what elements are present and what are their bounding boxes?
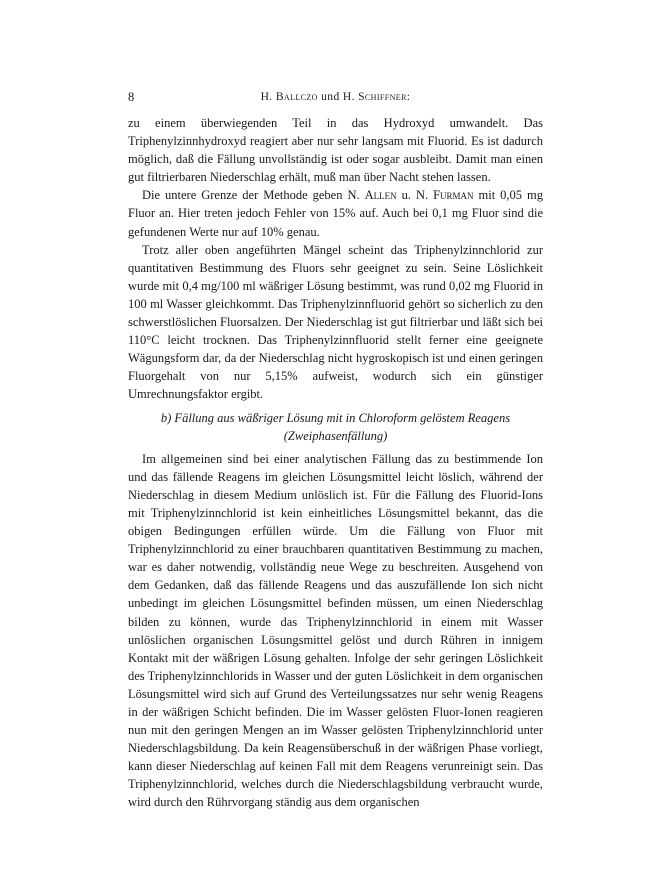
- paragraph-4: Im allgemeinen sind bei einer analytischen Fällung das zu bestimmende Ion und das fällende Reagens im gleichen Lösungsmittel leicht löslich, während der Niederschlag in diesem Medium unlöslich ist. Für die Fällung des Fluorid-Ions mit Triphenylzinnchlorid ist kein einheitliches Lösungsmittel bekannt, das die obigen Bedingungen erfüllen würde. Um die Fällung von Fluor mit Triphenylzinnchlorid zu einer brauchbaren quantitativen Bestimmung zu machen, war es daher notwendig, vollständig neue Wege zu beschreiten. Ausgehend von dem Gedanken, daß das fällende Reagens und das auszufällende Ion sich nicht unbedingt im gleichen Lösungsmittel befinden müssen, um einen Niederschlag bilden zu können, wurde das Triphenylzinnchlorid in einem mit Wasser unlöslichen organischen Lösungsmittel gelöst und durch Rühren in innigem Kontakt mit der wäßrigen Lösung gehalten. Infolge der sehr geringen Löslichkeit des Triphenylzinnchlorids in Wasser und der guten Löslichkeit in dem organischen Lösungsmittel wird sich auf Grund des Verteilungssatzes nur sehr wenig Reagens in der wäßrigen Schicht befinden. Die im Wasser gelösten Fluor-Ionen reagieren nun mit den geringen Mengen an im Wasser gelösten Triphenylzinnchlorid unter Niederschlagsbildung. Da kein Reagensüberschuß in der wäßrigen Phase vorliegt, kann dieser Niederschlag auf keinen Fall mit dem Reagens verunreinigt sein. Das Triphenylzinnchlorid, welches durch die Niederschlagsbildung verbraucht wurde, wird durch den Rührvorgang ständig aus dem organischen: [128, 451, 543, 810]
- author-1: H. Ballczo: [260, 91, 318, 103]
- section-heading-line-2: (Zweiphasenfällung): [283, 428, 388, 443]
- paragraph-2-text-b: u. N.: [396, 188, 434, 203]
- paragraph-2-text-c: mit 0,05 mg Fluor an. Hier treten jedoch Fehler von 15% auf. Auch bei 0,1 mg Fluor sind die gefundenen Werte nur auf 10% genau.: [128, 188, 543, 239]
- paragraph-2: [128, 186, 543, 240]
- page-header: [128, 88, 543, 106]
- page-number: 8: [128, 90, 135, 104]
- author-connector: und: [321, 91, 340, 103]
- document-page: [128, 88, 543, 812]
- author-name-allen: Allen: [364, 188, 397, 203]
- paragraph-3: Trotz aller oben angeführten Mängel scheint das Triphenylzinnchlorid zur quantitativen Bestimmung des Fluors sehr geeignet zu sein. Seine Löslichkeit wurde mit 0,4 mg/100 ml wäßriger Lösung bestimmt, was rund 0,02 mg Fluorid in 100 ml Wasser gleichkommt. Das Triphenylzinnfluorid gehört so sicherlich zu den schwerstlöslichen Fluorsalzen. Der Niederschlag ist gut filtrierbar und läßt sich bei 110°C leicht trocknen. Das Triphenylzinnfluorid stellt ferner eine geeignete Wägungsform dar, da der Niederschlag nicht hygroskopisch ist und einen geringen Fluorgehalt von nur 5,15% aufweist, wodurch sich ein günstiger Umrechnungsfaktor ergibt.: [128, 242, 543, 402]
- author-name-furman: Furman: [433, 188, 474, 203]
- section-heading: [128, 409, 543, 445]
- author-2: H. Schiffner:: [342, 91, 411, 103]
- section-heading-line-1: b) Fällung aus wäßriger Lösung mit in Chloroform gelöstem Reagens: [160, 410, 511, 425]
- running-head: [128, 88, 543, 106]
- paragraph-2-text-a: Die untere Grenze der Methode geben N.: [142, 188, 365, 203]
- paragraph-1: zu einem überwiegenden Teil in das Hydroxyd umwandelt. Das Triphenylzinnhydroxyd reagiert aber nur sehr langsam mit Fluorid. Es ist dadurch möglich, daß die Fällung unvollständig ist oder sogar ausbleibt. Damit man einen gut filtrierbaren Niederschlag erhält, muß man über Nacht stehen lassen.: [128, 116, 543, 185]
